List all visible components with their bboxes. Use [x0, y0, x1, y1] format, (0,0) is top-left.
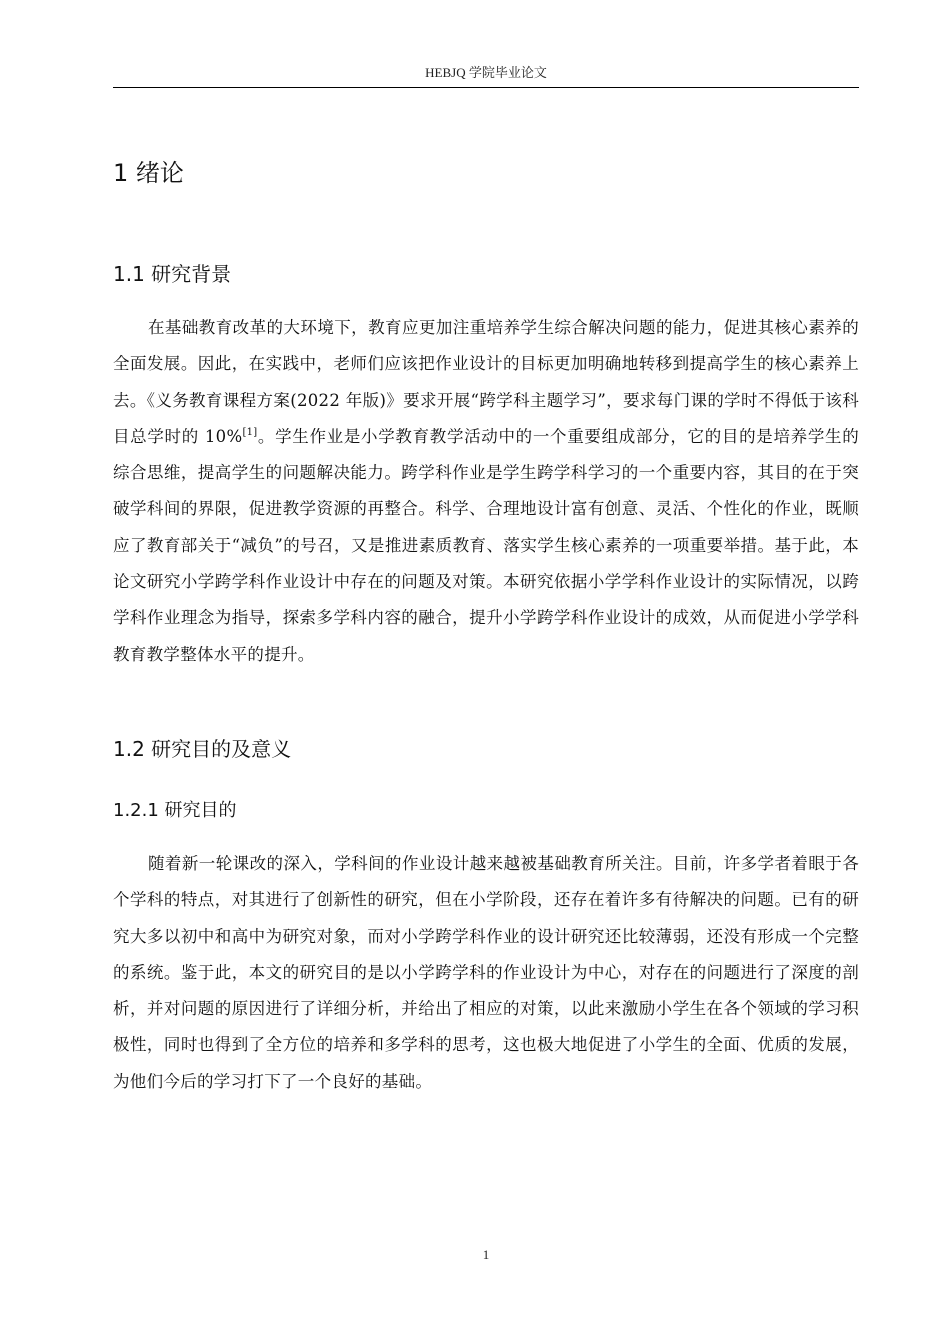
chapter-title: 1 绪论: [113, 159, 184, 187]
citation-marker: [1]: [242, 426, 258, 438]
section-title-1-1: 1.1 研究背景: [113, 262, 232, 286]
background-paragraph: [113, 310, 859, 673]
background-text-part-1: 在基础教育改革的大环境下，教育应更加注重培养学生综合解决问题的能力，促进其核心素养的全面发展。因此，在实践中，老师们应该把作业设计的目标更加明确地转移到提高学生的核心素养上去。《义务教育课程方案(2022 年版)》要求开展“跨学科主题学习”，要求每门课的学时不得低于该科目总学时的 10%: [113, 318, 859, 446]
section-title-1-2: 1.2 研究目的及意义: [113, 737, 292, 761]
page-number: 1: [482, 1247, 490, 1262]
section-title-1-2-1: 1.2.1 研究目的: [113, 800, 237, 821]
header-divider: [113, 87, 859, 88]
page-header: HEBJQ 学院毕业论文: [425, 65, 547, 80]
background-text-part-2: 。学生作业是小学教育教学活动中的一个重要组成部分，它的目的是培养学生的综合思维，提高学生的问题解决能力。跨学科作业是学生跨学科学习的一个重要内容，其目的在于突破学科间的界限，促进教学资源的再整合。科学、合理地设计富有创意、灵活、个性化的作业，既顺应了教育部关于“减负”的号召，又是推进素质教育、落实学生核心素养的一项重要举措。基于此，本论文研究小学跨学科作业设计中存在的问题及对策。本研究依据小学学科作业设计的实际情况，以跨学科作业理念为指导，探索多学科内容的融合，提升小学跨学科作业设计的成效，从而促进小学学科教育教学整体水平的提升。: [113, 426, 860, 664]
purpose-paragraph: 随着新一轮课改的深入，学科间的作业设计越来越被基础教育所关注。目前，许多学者着眼于各个学科的特点，对其进行了创新性的研究，但在小学阶段，还存在着许多有待解决的问题。已有的研究大多以初中和高中为研究对象，而对小学跨学科作业的设计研究还比较薄弱，还没有形成一个完整的系统。鉴于此，本文的研究目的是以小学跨学科的作业设计为中心，对存在的问题进行了深度的剖析，并对问题的原因进行了详细分析，并给出了相应的对策，以此来激励小学生在各个领域的学习积极性，同时也得到了全方位的培养和多学科的思考，这也极大地促进了小学生的全面、优质的发展，为他们今后的学习打下了一个良好的基础。: [113, 854, 859, 1091]
